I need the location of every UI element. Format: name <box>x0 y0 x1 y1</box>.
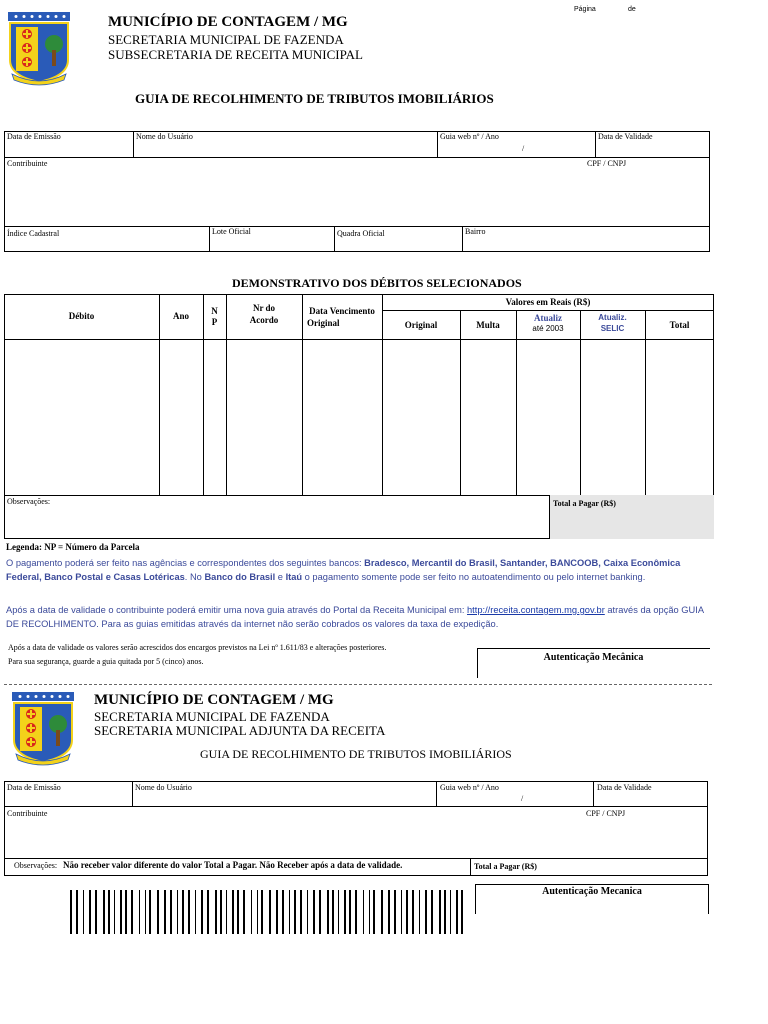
barcode-bar <box>232 890 234 934</box>
col-year: Ano <box>172 311 189 321</box>
col-debit: Débito <box>68 311 95 321</box>
stub-validity-date-label: Data de Validade <box>597 783 652 792</box>
barcode-bar <box>251 890 252 934</box>
secretariat-title: SECRETARIA MUNICIPAL DE FAZENDA <box>108 32 344 47</box>
cpf-cnpj-label: CPF / CNPJ <box>587 159 627 168</box>
barcode-bar <box>125 890 127 934</box>
barcode-bar <box>289 890 290 934</box>
col-selic-2: SELIC <box>600 324 625 333</box>
barcode-bar <box>456 890 458 934</box>
total-to-pay-label: Total a Pagar (R$) <box>553 499 616 508</box>
stub-taxpayer-label: Contribuinte <box>7 809 48 818</box>
stub-guide-slash: / <box>521 794 524 803</box>
barcode-bar <box>294 890 296 934</box>
stub-observations-label: Observações: <box>14 861 58 870</box>
barcode-bar <box>201 890 203 934</box>
barcode-bar <box>439 890 441 934</box>
barcode-bar <box>425 890 427 934</box>
barcode-bar <box>177 890 178 934</box>
col-np-2: P <box>211 317 218 327</box>
late-payment-note: Após a data de validade os valores serão acrescidos dos encargos previstos na Lei nº 1.611/83 e alterações posteriores. <box>8 643 387 652</box>
col-np-1: N <box>211 306 218 316</box>
page-label: Página <box>574 6 596 13</box>
barcode-bar <box>70 890 72 934</box>
official-lot-label: Lote Oficial <box>212 227 251 236</box>
validity-date-label: Data de Validade <box>598 132 653 141</box>
stub-guide-year-label: Guia web nº / Ano <box>440 783 499 792</box>
legend: Legenda: NP = Número da Parcela <box>6 542 140 552</box>
document-title: GUIA DE RECOLHIMENTO DE TRIBUTOS IMOBILIÁRIOS <box>135 91 494 106</box>
barcode-bar <box>461 890 463 934</box>
barcode-bar <box>344 890 346 934</box>
barcode-bar <box>182 890 184 934</box>
col-update-2003-2: até 2003 <box>532 324 564 333</box>
barcode-bar <box>313 890 315 934</box>
barcode-bar <box>388 890 390 934</box>
barcode-bar <box>149 890 151 934</box>
municipality-title: MUNICÍPIO DE CONTAGEM / MG <box>108 14 348 30</box>
col-fine: Multa <box>476 320 500 330</box>
barcode-bar <box>220 890 222 934</box>
barcode-bar <box>120 890 122 934</box>
stub-mechanical-auth-label: Autenticação Mecanica <box>542 886 642 897</box>
col-agreement-2: Acordo <box>249 315 279 325</box>
keep-receipt-note: Para sua segurança, guarde a guia quitada por 5 (cinco) anos. <box>8 657 204 666</box>
barcode-bar <box>369 890 370 934</box>
coat-of-arms-logo <box>6 10 72 86</box>
barcode-bar <box>237 890 239 934</box>
barcode-bar <box>131 890 133 934</box>
barcode-bar <box>401 890 402 934</box>
barcode-bar <box>444 890 446 934</box>
stub-document-title: GUIA DE RECOLHIMENTO DE TRIBUTOS IMOBILIÁRIOS <box>200 747 512 761</box>
barcode-bar <box>338 890 339 934</box>
debts-title: DEMONSTRATIVO DOS DÉBITOS SELECIONADOS <box>232 276 522 290</box>
barcode-bar <box>276 890 278 934</box>
barcode-bar <box>261 890 263 934</box>
validity-info-paragraph: Após a data de validade o contribuinte poderá emitir uma nova guia através do Portal da Receita Municipal em: http://receita.contagem.mg.gov.br através da opção GUIA DE RECOLHIMENTO. Para as guias emitidas através da internet não serão cobrados os valores da taxa de expedição. <box>6 605 704 629</box>
stub-municipality-title: MUNICÍPIO DE CONTAGEM / MG <box>94 692 334 708</box>
barcode-bar <box>373 890 375 934</box>
barcode-bar <box>195 890 196 934</box>
barcode-bar <box>412 890 414 934</box>
col-selic-1: Atualiz. <box>598 313 627 322</box>
col-agreement-1: Nr do <box>252 303 276 313</box>
barcode <box>70 890 466 934</box>
values-group-header: Valores em Reais (R$) <box>505 297 591 307</box>
barcode-bar <box>243 890 245 934</box>
barcode-bar <box>170 890 172 934</box>
barcode-bar <box>269 890 271 934</box>
stub-total-to-pay-label: Total a Pagar (R$) <box>474 862 537 871</box>
stub-user-name-label: Nome do Usuário <box>135 783 192 792</box>
user-name-label: Nome do Usuário <box>136 132 193 141</box>
barcode-bar <box>108 890 110 934</box>
barcode-bar <box>319 890 321 934</box>
barcode-bar <box>226 890 227 934</box>
barcode-bar <box>139 890 140 934</box>
subsecretariat-title: SUBSECRETARIA DE RECEITA MUNICIPAL <box>108 47 363 62</box>
page-of-label: de <box>628 6 636 13</box>
barcode-bar <box>257 890 258 934</box>
barcode-bar <box>406 890 408 934</box>
barcode-bar <box>188 890 190 934</box>
col-total: Total <box>669 320 690 330</box>
mechanical-auth-label: Autenticação Mecânica <box>543 652 644 663</box>
col-update-2003-1: Atualiz <box>534 313 562 323</box>
barcode-bar <box>394 890 396 934</box>
barcode-bar <box>327 890 329 934</box>
col-due-2: Original <box>307 318 340 328</box>
barcode-bar <box>103 890 105 934</box>
barcode-bar <box>332 890 334 934</box>
col-due-1: Data Vencimento <box>309 306 375 316</box>
barcode-bar <box>431 890 433 934</box>
col-original: Original <box>404 320 438 330</box>
barcode-bar <box>157 890 159 934</box>
barcode-bar <box>83 890 84 934</box>
receita-portal-link[interactable]: http://receita.contagem.mg.gov.br <box>466 605 605 615</box>
barcode-bar <box>207 890 209 934</box>
guide-slash: / <box>522 144 525 153</box>
barcode-bar <box>355 890 357 934</box>
payment-info-paragraph: O pagamento poderá ser feito nas agências e correspondentes dos seguintes bancos: Bradesco, Mercantil do Brasil, Santander, BANCOOB, Caixa Econômica Federal, Banco Postal e Casas Lotéricas. No Banco do Brasil e Itaú o pagamento somente pode ser feito no autoatendimento ou pelo internet banking. <box>6 558 681 582</box>
barcode-bar <box>300 890 302 934</box>
barcode-bar <box>215 890 217 934</box>
stub-sub-title: SECRETARIA MUNICIPAL ADJUNTA DA RECEITA <box>94 723 386 738</box>
stub-issue-date-label: Data de Emissão <box>7 783 61 792</box>
barcode-bar <box>307 890 308 934</box>
observations-label: Observações: <box>7 497 51 506</box>
coat-of-arms-logo-stub <box>10 690 76 766</box>
stub-cpf-cnpj-label: CPF / CNPJ <box>586 809 626 818</box>
taxpayer-label: Contribuinte <box>7 159 48 168</box>
barcode-bar <box>381 890 383 934</box>
barcode-bar <box>450 890 451 934</box>
barcode-bar <box>419 890 420 934</box>
issue-date-label: Data de Emissão <box>7 132 61 141</box>
barcode-bar <box>114 890 115 934</box>
barcode-bar <box>164 890 166 934</box>
cadastral-index-label: Índice Cadastral <box>7 229 60 238</box>
guide-year-label: Guia web nº / Ano <box>440 132 499 141</box>
stub-secretariat-title: SECRETARIA MUNICIPAL DE FAZENDA <box>94 709 330 724</box>
barcode-bar <box>89 890 91 934</box>
cut-line <box>4 684 712 685</box>
barcode-bar <box>145 890 146 934</box>
barcode-bar <box>95 890 97 934</box>
barcode-bar <box>363 890 364 934</box>
stub-observations-text: Não receber valor diferente do valor Total a Pagar. Não Receber após a data de validade. <box>63 860 403 870</box>
barcode-bar <box>76 890 78 934</box>
barcode-bar <box>282 890 284 934</box>
official-block-label: Quadra Oficial <box>337 229 385 238</box>
barcode-bar <box>349 890 351 934</box>
neighborhood-label: Bairro <box>465 227 486 236</box>
